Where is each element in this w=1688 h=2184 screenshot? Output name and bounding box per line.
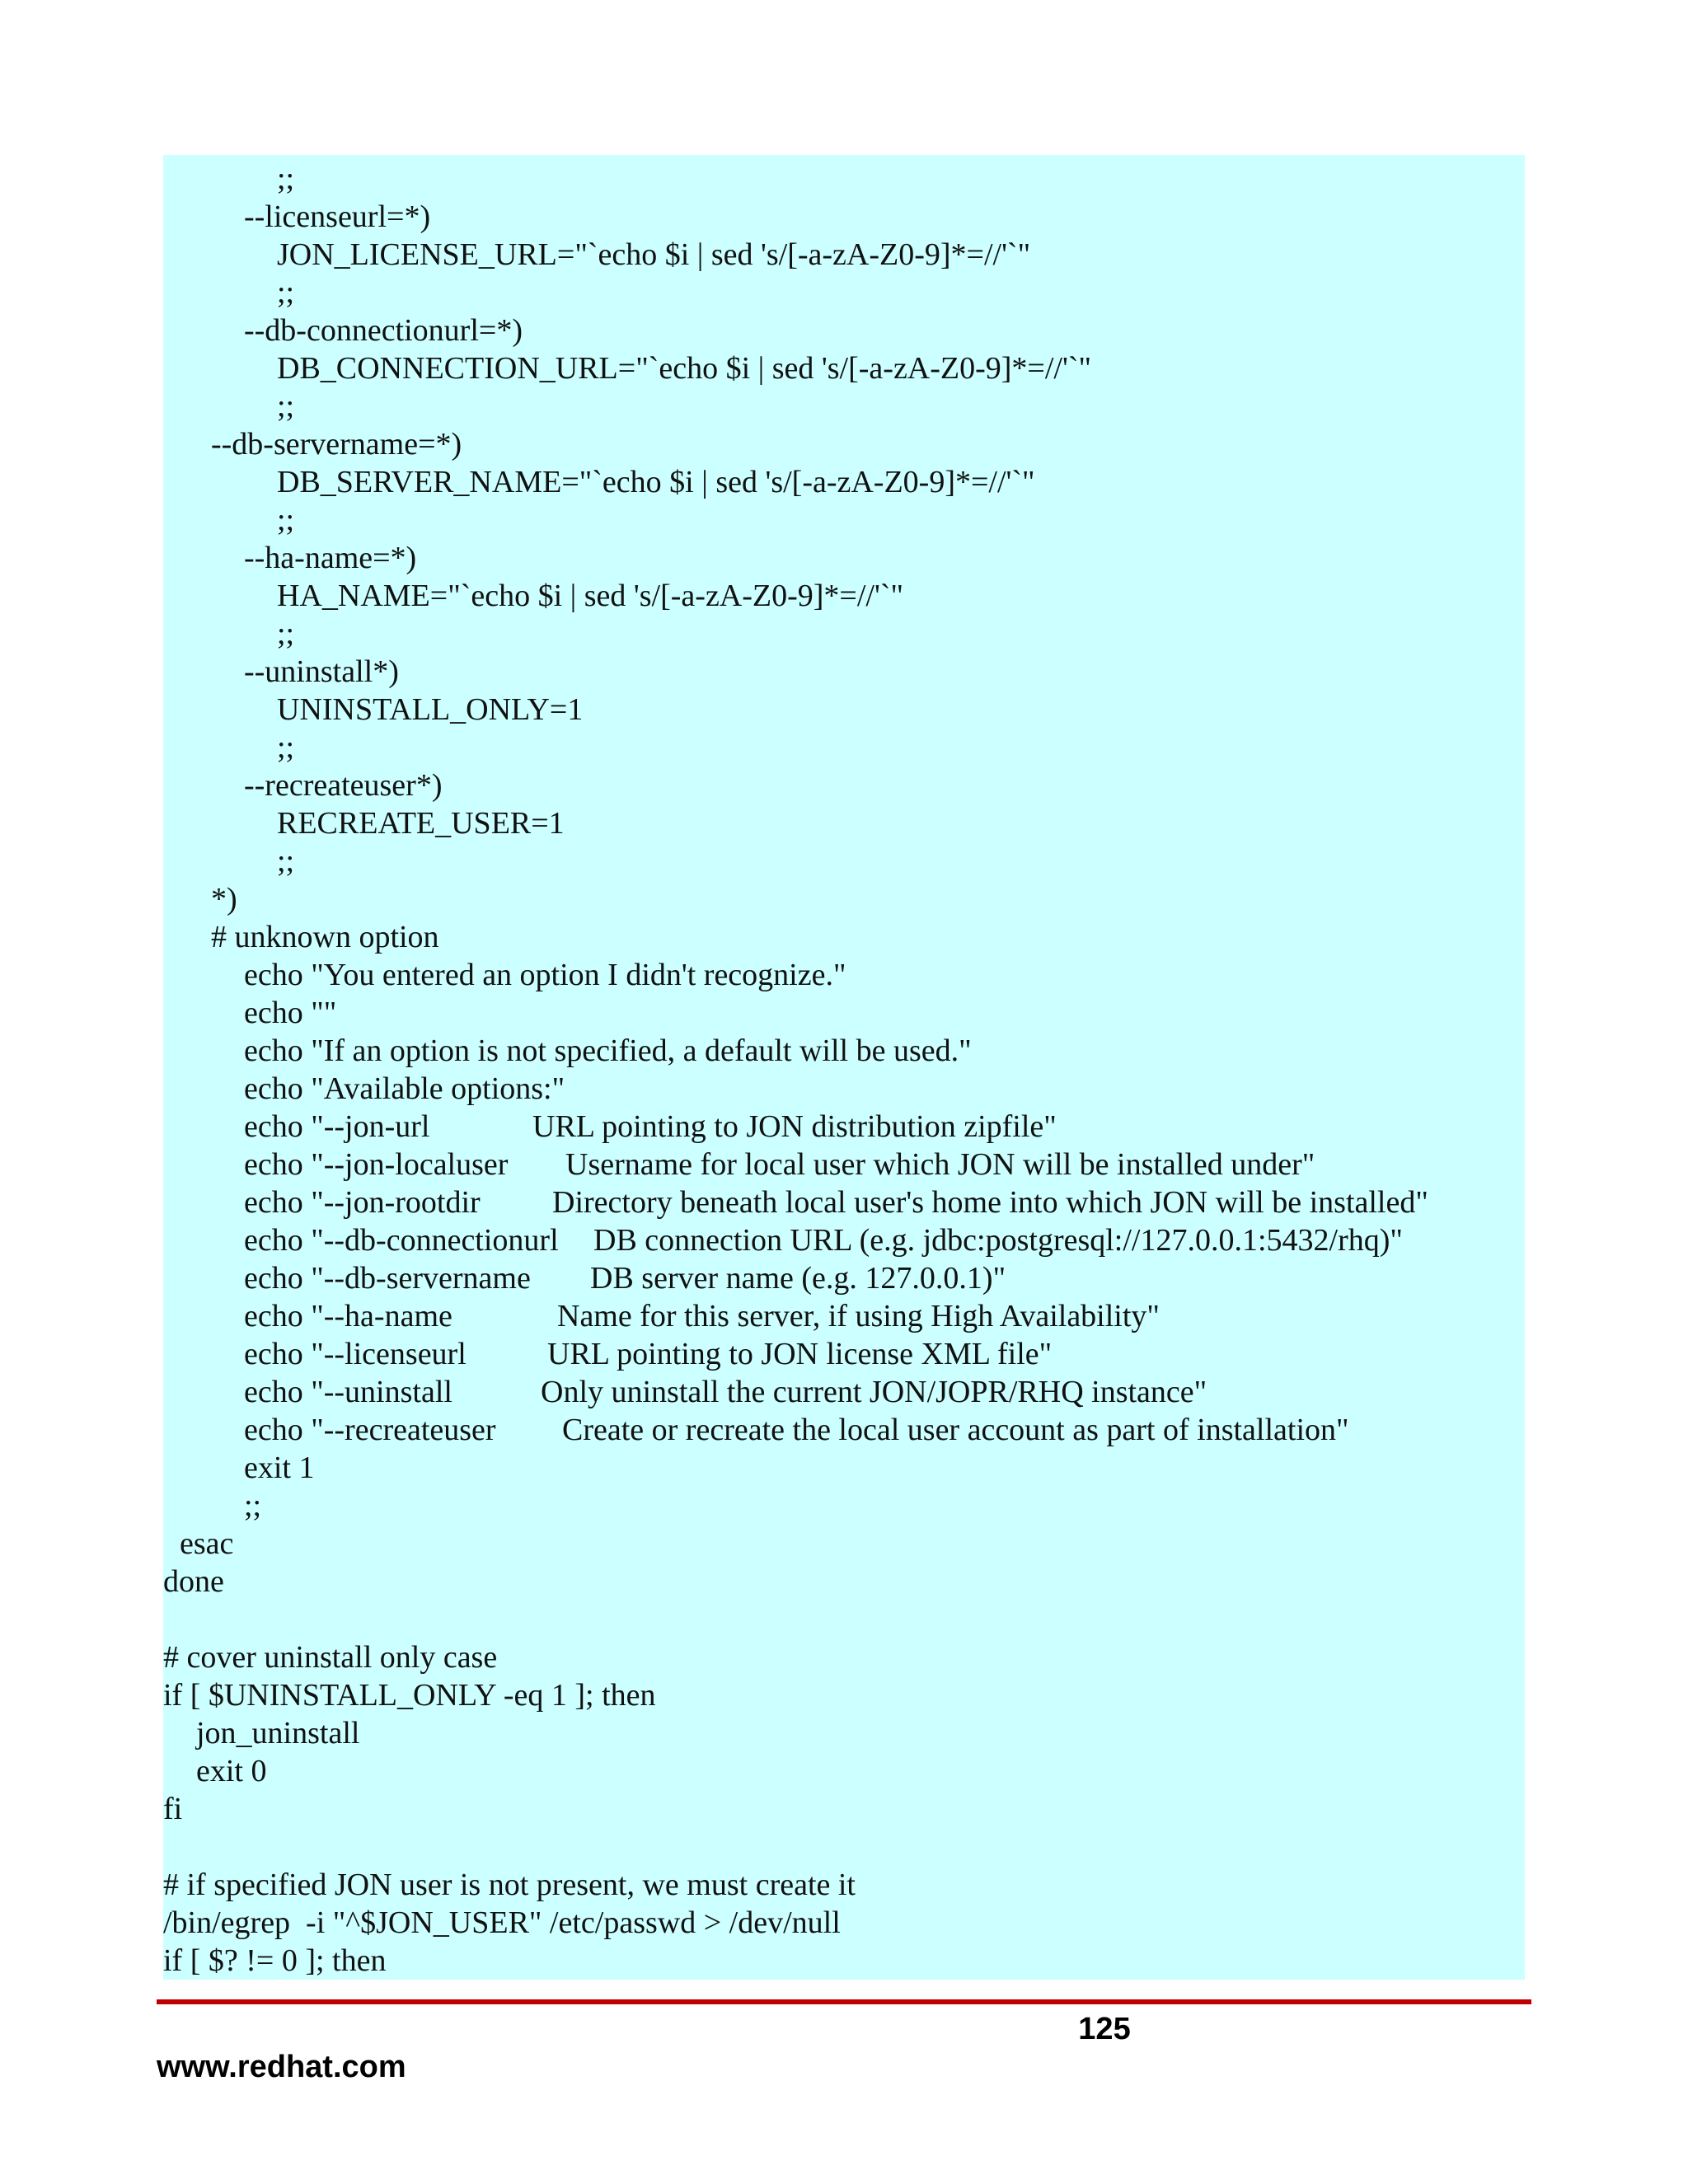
- code-text: ;;: [277, 275, 295, 310]
- code-text: RECREATE_USER=1: [277, 806, 565, 841]
- code-line: [163, 349, 1525, 387]
- code-line: [163, 274, 1525, 312]
- option-description: DB connection URL (e.g. jdbc:postgresql://127.0.0.1:5432/rhq)": [593, 1223, 1403, 1258]
- code-text: fi: [163, 1792, 183, 1826]
- code-text: echo "--licenseurl: [244, 1337, 467, 1371]
- code-text: --db-connectionurl=*): [244, 313, 523, 348]
- code-line: [163, 653, 1525, 691]
- code-text: # if specified JON user is not present, we must create it: [163, 1868, 856, 1902]
- code-text: echo "": [244, 996, 337, 1030]
- code-line: [163, 1601, 1525, 1638]
- option-description: Name for this server, if using High Availability": [557, 1299, 1160, 1333]
- option-description: Create or recreate the local user account as part of installation": [562, 1413, 1349, 1447]
- code-line: [163, 766, 1525, 804]
- code-text: jon_uninstall: [196, 1716, 360, 1750]
- code-text: --ha-name=*): [244, 541, 417, 575]
- code-text: echo "--uninstall: [244, 1375, 452, 1409]
- code-text: echo "--db-servername: [244, 1261, 531, 1296]
- code-text: esac: [180, 1526, 234, 1561]
- code-line: [163, 1221, 1525, 1259]
- code-text: ;;: [277, 503, 295, 537]
- code-text: --licenseurl=*): [244, 199, 431, 234]
- code-text: echo "--recreateuser: [244, 1413, 496, 1447]
- code-text: JON_LICENSE_URL="`echo $i | sed 's/[-a-zA-Z0-9]*=//'`": [277, 237, 1031, 272]
- code-line: [163, 539, 1525, 577]
- code-line: [163, 463, 1525, 501]
- code-text: ;;: [277, 844, 295, 879]
- code-text: --uninstall*): [244, 654, 399, 689]
- code-line: [163, 1411, 1525, 1449]
- option-description: Only uninstall the current JON/JOPR/RHQ instance": [541, 1375, 1207, 1409]
- code-text: # unknown option: [211, 920, 439, 954]
- code-line: [163, 1563, 1525, 1601]
- site-url: www.redhat.com: [157, 2050, 406, 2084]
- code-line: [163, 387, 1525, 425]
- code-line: [163, 312, 1525, 349]
- code-text: exit 0: [196, 1754, 267, 1788]
- code-text: DB_CONNECTION_URL="`echo $i | sed 's/[-a-zA-Z0-9]*=//'`": [277, 351, 1091, 386]
- option-description: URL pointing to JON distribution zipfile": [532, 1109, 1057, 1144]
- code-line: [163, 880, 1525, 918]
- code-text: ;;: [277, 730, 295, 765]
- code-line: [163, 1638, 1525, 1676]
- code-text: echo "--ha-name: [244, 1299, 452, 1333]
- code-line: [163, 994, 1525, 1032]
- code-line: [163, 1790, 1525, 1828]
- code-line: [163, 1676, 1525, 1714]
- code-text: echo "--jon-rootdir: [244, 1185, 481, 1220]
- option-description: URL pointing to JON license XML file": [547, 1337, 1053, 1371]
- code-line: [163, 1108, 1525, 1146]
- code-text: HA_NAME="`echo $i | sed 's/[-a-zA-Z0-9]*=//'`": [277, 579, 903, 613]
- code-text: done: [163, 1564, 224, 1599]
- code-text: UNINSTALL_ONLY=1: [277, 692, 584, 727]
- code-line: [163, 577, 1525, 615]
- code-text: echo "Available options:": [244, 1071, 565, 1106]
- code-line: [163, 1373, 1525, 1411]
- code-line: [163, 729, 1525, 766]
- code-text: echo "If an option is not specified, a default will be used.": [244, 1033, 972, 1068]
- code-line: [163, 236, 1525, 274]
- code-line: [163, 804, 1525, 842]
- code-line: [163, 198, 1525, 236]
- code-line: [163, 1259, 1525, 1297]
- option-description: Directory beneath local user's home into which JON will be installed": [552, 1185, 1428, 1220]
- page-number: 125: [1078, 2012, 1131, 2046]
- code-text: ;;: [277, 162, 295, 196]
- code-line: [163, 1335, 1525, 1373]
- code-line: [163, 1904, 1525, 1942]
- code-text: echo "--db-connectionurl: [244, 1223, 559, 1258]
- code-text: *): [211, 882, 237, 916]
- code-line: [163, 918, 1525, 956]
- code-listing: [163, 155, 1525, 1980]
- code-line: [163, 1449, 1525, 1487]
- code-line: [163, 842, 1525, 880]
- footer-rule: [157, 1999, 1531, 2004]
- code-line: [163, 1942, 1525, 1980]
- code-text: ;;: [277, 389, 295, 424]
- code-text: ;;: [244, 1488, 262, 1523]
- code-line: [163, 1525, 1525, 1563]
- code-text: --db-servername=*): [211, 427, 462, 462]
- code-text: if [ $? != 0 ]; then: [163, 1943, 387, 1978]
- code-line: [163, 1866, 1525, 1904]
- code-line: [163, 160, 1525, 198]
- code-line: [163, 1487, 1525, 1525]
- code-text: echo "--jon-url: [244, 1109, 430, 1144]
- code-line: [163, 501, 1525, 539]
- code-text: DB_SERVER_NAME="`echo $i | sed 's/[-a-zA-Z0-9]*=//'`": [277, 465, 1035, 499]
- code-text: exit 1: [244, 1451, 315, 1485]
- code-line: [163, 1070, 1525, 1108]
- code-line: [163, 956, 1525, 994]
- code-text: echo "--jon-localuser: [244, 1147, 509, 1182]
- code-text: /bin/egrep -i "^$JON_USER" /etc/passwd > /dev/null: [163, 1905, 841, 1940]
- code-line: [163, 425, 1525, 463]
- code-line: [163, 691, 1525, 729]
- code-line: [163, 1828, 1525, 1866]
- code-text: echo "You entered an option I didn't recognize.": [244, 958, 846, 992]
- code-text: if [ $UNINSTALL_ONLY -eq 1 ]; then: [163, 1678, 656, 1713]
- code-line: [163, 1032, 1525, 1070]
- code-line: [163, 1297, 1525, 1335]
- code-line: [163, 615, 1525, 653]
- option-description: DB server name (e.g. 127.0.0.1)": [590, 1261, 1006, 1296]
- code-line: [163, 1752, 1525, 1790]
- code-line: [163, 1714, 1525, 1752]
- code-text: # cover uninstall only case: [163, 1640, 498, 1675]
- code-line: [163, 1146, 1525, 1183]
- code-text: ;;: [277, 616, 295, 651]
- code-line: [163, 1183, 1525, 1221]
- option-description: Username for local user which JON will be installed under": [565, 1147, 1315, 1182]
- code-text: --recreateuser*): [244, 768, 443, 803]
